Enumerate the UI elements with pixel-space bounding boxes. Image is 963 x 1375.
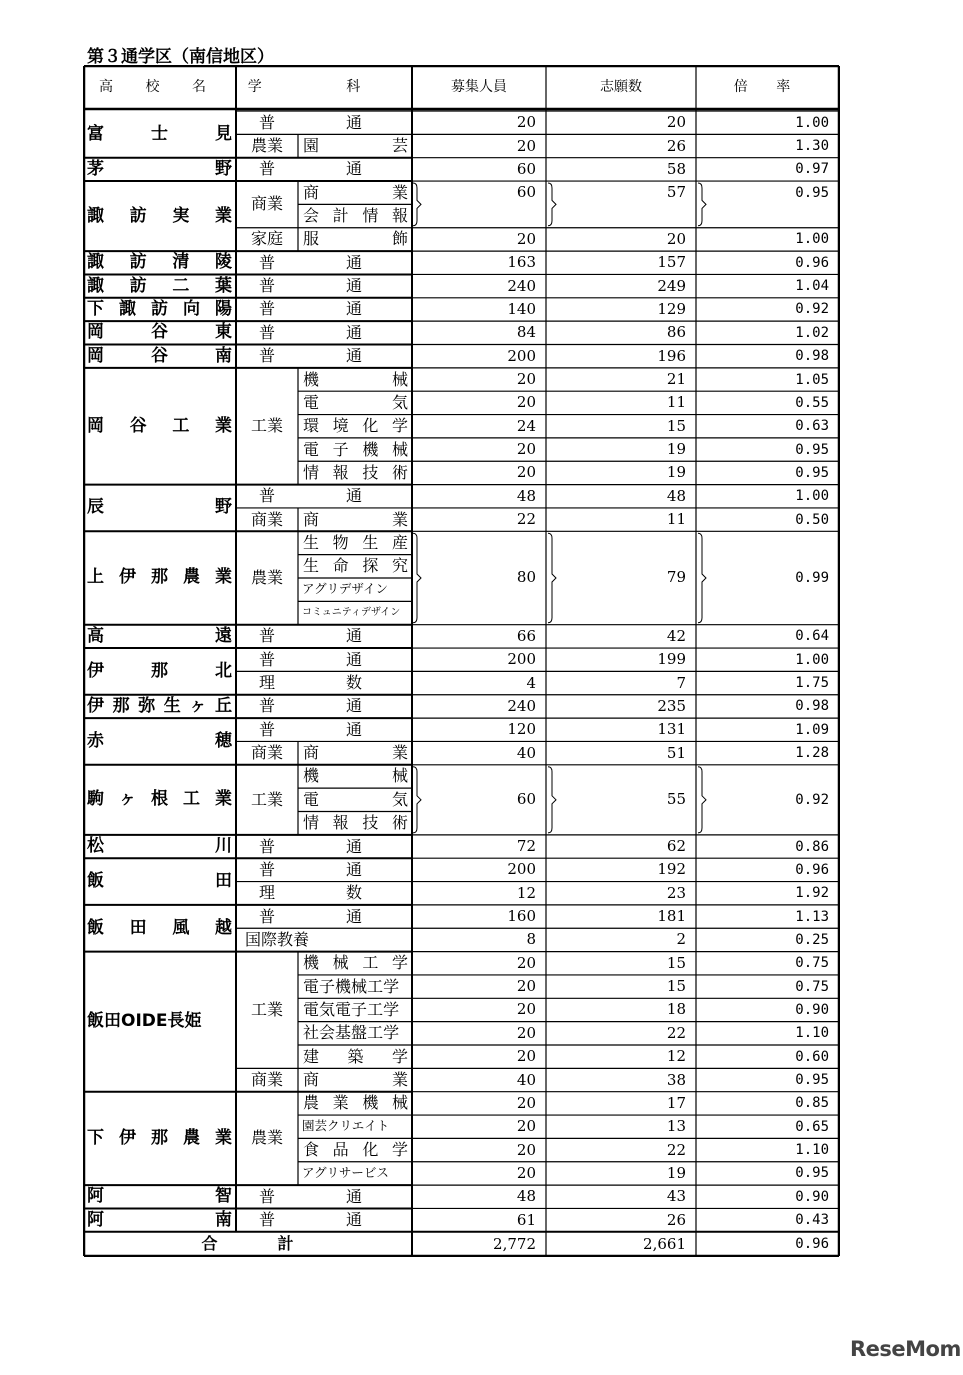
ratio-value: 0.65: [795, 1118, 829, 1135]
capacity-value: 240: [507, 696, 536, 715]
department-name: 社 会 基 盤 工 学: [303, 1023, 400, 1043]
department-name: 普 通: [259, 112, 362, 132]
school-name: 下 伊 那 農 業: [87, 1127, 232, 1148]
ratio-value: 0.98: [795, 348, 829, 365]
department-name: アグリデザイン: [302, 581, 389, 597]
department-name: 普 通: [259, 836, 362, 856]
ratio-value: 1.92: [795, 885, 829, 902]
applicants-value: 23: [666, 883, 686, 902]
school-name: 富 士 見: [87, 123, 232, 144]
applicants-value: 129: [657, 299, 686, 318]
category-name: 商業: [250, 743, 283, 763]
applicants-value: 7: [676, 673, 686, 692]
applicants-value: 43: [666, 1187, 686, 1206]
capacity-value: 163: [507, 253, 536, 272]
applicants-value: 20: [666, 229, 686, 248]
capacity-value: 20: [516, 463, 536, 482]
applicants-value: 131: [657, 720, 686, 739]
ratio-value: 0.95: [795, 441, 829, 458]
applicants-value: 181: [657, 907, 686, 926]
capacity-value: 20: [516, 136, 536, 155]
department-name: 園 芸: [303, 136, 408, 156]
ratio-value: 0.60: [795, 1048, 829, 1065]
ratio-value: 0.64: [795, 628, 829, 645]
total-label: 合 計: [201, 1234, 354, 1254]
department-name: 電 子 機 械: [303, 439, 408, 459]
applicants-value: 192: [657, 860, 686, 879]
capacity-value: 60: [516, 159, 536, 178]
department-name: 理 数: [259, 673, 362, 693]
ratio-value: 0.75: [795, 978, 829, 995]
department-name: 服 飾: [303, 229, 408, 249]
capacity-value: 20: [516, 1117, 536, 1136]
department-name: 農 業 機 械: [303, 1093, 408, 1113]
header-applicants: 志願数: [600, 79, 642, 95]
ratio-value: 1.30: [795, 138, 829, 155]
total-applicants: 2,661: [643, 1234, 686, 1253]
applicants-value: 157: [657, 253, 686, 272]
ratio-value: 1.75: [795, 675, 829, 692]
school-name: 阿 智: [87, 1186, 232, 1207]
capacity-value: 84: [516, 323, 536, 342]
department-name: 建 築 学: [303, 1046, 408, 1066]
applicants-value: 249: [657, 276, 686, 295]
applicants-value: 38: [666, 1070, 686, 1089]
capacity-value: 20: [516, 977, 536, 996]
department-name: 商 業: [303, 1070, 408, 1090]
department-name: 情 報 技 術: [303, 462, 408, 482]
department-name: 普 通: [259, 649, 362, 669]
ratio-value: 0.96: [795, 254, 829, 271]
applicants-value: 2: [676, 930, 686, 949]
school-name: 諏 訪 二 葉: [87, 275, 232, 296]
capacity-value: 160: [507, 907, 536, 926]
applicants-value: 12: [666, 1047, 686, 1066]
school-name: 岡 谷 南: [87, 345, 232, 366]
capacity-value: 200: [507, 650, 536, 669]
capacity-value: 72: [516, 837, 536, 856]
ratio-value: 1.09: [795, 721, 829, 738]
ratio-value: 0.95: [795, 464, 829, 481]
category-name: 商業: [250, 194, 283, 214]
ratio-value: 0.99: [795, 569, 829, 586]
applicants-value: 21: [666, 370, 686, 389]
capacity-value: 20: [516, 229, 536, 248]
ratio-value: 1.04: [795, 278, 829, 295]
capacity-value: 48: [516, 1187, 536, 1206]
applicants-value: 18: [666, 1000, 686, 1019]
capacity-value: 8: [526, 930, 536, 949]
applicants-value: 79: [666, 568, 686, 587]
applicants-value: 57: [666, 183, 686, 202]
capacity-value: 20: [516, 953, 536, 972]
department-name: コミュニティデザイン: [302, 607, 401, 619]
ratio-value: 0.90: [795, 1001, 829, 1018]
department-name: 普 通: [259, 696, 362, 716]
capacity-value: 140: [507, 299, 536, 318]
ratio-value: 0.63: [795, 418, 829, 435]
capacity-value: 20: [516, 1000, 536, 1019]
category-name: 工業: [250, 416, 283, 436]
applicants-value: 19: [666, 463, 686, 482]
department-name: 普 通: [259, 322, 362, 342]
applicants-value: 62: [666, 837, 686, 856]
school-name: 辰 野: [87, 497, 232, 518]
department-name: 生 命 探 究: [303, 556, 408, 576]
school-name: 赤 穂: [87, 730, 232, 751]
ratio-value: 0.85: [795, 1095, 829, 1112]
category-name: 家庭: [250, 229, 283, 249]
category-name: 農業: [250, 1128, 283, 1148]
applicants-value: 55: [666, 790, 686, 809]
school-name: 岡 谷 東: [87, 322, 232, 343]
department-name: 普 通: [259, 719, 362, 739]
department-name: 電 気: [303, 392, 408, 412]
department-name: 生 物 生 産: [303, 532, 408, 552]
ratio-value: 0.96: [795, 861, 829, 878]
capacity-value: 20: [516, 440, 536, 459]
category-name: 農業: [250, 567, 283, 587]
total-ratio: 0.96: [795, 1236, 829, 1253]
school-name: 岡 谷 工 業: [87, 415, 232, 436]
capacity-value: 60: [516, 790, 536, 809]
capacity-value: 4: [526, 673, 536, 692]
page-title: 第３通学区（南信地区）: [87, 47, 274, 67]
school-name: 諏 訪 実 業: [87, 205, 232, 226]
department-name: 電 気 電 子 工 学: [303, 999, 400, 1019]
header-school-name: 高 校 名: [99, 79, 220, 95]
school-name: 下 諏 訪 向 陽: [87, 298, 232, 319]
applicants-value: 86: [666, 323, 686, 342]
capacity-value: 61: [516, 1210, 536, 1229]
department-name: 普 通: [259, 276, 362, 296]
ratio-value: 0.98: [795, 698, 829, 715]
ratio-value: 0.95: [795, 1165, 829, 1182]
department-name: 普 通: [259, 159, 362, 179]
capacity-value: 40: [516, 1070, 536, 1089]
ratio-value: 0.55: [795, 394, 829, 411]
department-name: 機 械: [303, 766, 408, 786]
ratio-value: 1.00: [795, 114, 829, 131]
department-name: 商 業: [303, 509, 408, 529]
department-name: 普 通: [259, 346, 362, 366]
applicants-value: 17: [666, 1093, 686, 1112]
capacity-value: 20: [516, 113, 536, 132]
school-name: 伊 那 北: [87, 660, 232, 681]
department-name: 電 気: [303, 789, 408, 809]
capacity-value: 20: [516, 370, 536, 389]
header-ratio: 倍 率: [733, 79, 803, 95]
applicants-value: 11: [666, 510, 686, 529]
capacity-value: 20: [516, 1163, 536, 1182]
applicants-value: 196: [657, 346, 686, 365]
applicants-value: 48: [666, 486, 686, 505]
school-name: 飯田OIDE長姫: [87, 1011, 202, 1032]
ratio-value: 1.13: [795, 908, 829, 925]
department-name: アグリサービス: [302, 1165, 389, 1181]
applicants-value: 15: [666, 953, 686, 972]
ratio-value: 1.02: [795, 324, 829, 341]
applicants-value: 15: [666, 416, 686, 435]
ratio-value: 0.97: [795, 161, 829, 178]
capacity-value: 40: [516, 743, 536, 762]
applicants-value: 13: [666, 1117, 686, 1136]
department-name: 商 業: [303, 743, 408, 763]
category-name: 商業: [250, 1070, 283, 1090]
department-name: 商 業: [303, 182, 408, 202]
ratio-value: 0.86: [795, 838, 829, 855]
capacity-value: 22: [516, 510, 536, 529]
ratio-value: 0.92: [795, 301, 829, 318]
school-name: 諏 訪 清 陵: [87, 252, 232, 273]
school-name: 上 伊 那 農 業: [87, 567, 232, 588]
category-name: 農業: [250, 136, 283, 156]
department-name: 環 境 化 学: [303, 416, 408, 436]
applicants-value: 26: [666, 136, 686, 155]
department-name: 普 通: [259, 1186, 362, 1206]
department-name: 情 報 技 術: [303, 813, 408, 833]
total-capacity: 2,772: [493, 1234, 536, 1253]
department-name: 普 通: [259, 252, 362, 272]
ratio-value: 1.28: [795, 745, 829, 762]
department-name: 理 数: [259, 883, 362, 903]
ratio-value: 0.75: [795, 955, 829, 972]
capacity-value: 240: [507, 276, 536, 295]
applicants-value: 20: [666, 113, 686, 132]
category-name: 商業: [250, 509, 283, 529]
ratio-value: 1.10: [795, 1142, 829, 1159]
ratio-value: 0.95: [795, 184, 829, 201]
department-name: 国 際 教 養: [245, 929, 310, 949]
header-capacity: 募集人員: [451, 79, 507, 95]
department-name: 園芸クリエイト: [302, 1118, 390, 1134]
ratio-value: 0.25: [795, 931, 829, 948]
applicants-value: 26: [666, 1210, 686, 1229]
ratio-value: 1.00: [795, 231, 829, 248]
school-name: 駒 ヶ 根 工 業: [87, 789, 232, 810]
applicants-value: 235: [657, 696, 686, 715]
department-name: 普 通: [259, 906, 362, 926]
capacity-value: 200: [507, 346, 536, 365]
department-name: 食 品 化 学: [303, 1140, 408, 1160]
department-name: 電 子 機 械 工 学: [303, 976, 400, 996]
applicants-value: 19: [666, 440, 686, 459]
ratio-value: 1.00: [795, 651, 829, 668]
ratio-value: 1.10: [795, 1025, 829, 1042]
school-name: 飯 田: [87, 871, 232, 892]
capacity-value: 120: [507, 720, 536, 739]
school-name: 高 遠: [87, 625, 232, 646]
department-name: 機 械 工 学: [303, 953, 408, 973]
department-name: 普 通: [259, 859, 362, 879]
ratio-value: 1.00: [795, 488, 829, 505]
applicants-value: 15: [666, 977, 686, 996]
header-department: 学 科: [247, 79, 401, 95]
applicants-value: 19: [666, 1163, 686, 1182]
ratio-value: 1.05: [795, 371, 829, 388]
capacity-value: 20: [516, 393, 536, 412]
applicants-value: 58: [666, 159, 686, 178]
department-name: 普 通: [259, 486, 362, 506]
school-name: 阿 南: [87, 1209, 232, 1230]
department-name: 機 械: [303, 369, 408, 389]
capacity-value: 66: [516, 626, 536, 645]
category-name: 工業: [250, 789, 283, 809]
ratio-value: 0.92: [795, 791, 829, 808]
ratio-value: 0.50: [795, 511, 829, 528]
capacity-value: 12: [516, 883, 536, 902]
capacity-value: 24: [516, 416, 536, 435]
capacity-value: 48: [516, 486, 536, 505]
capacity-value: 20: [516, 1023, 536, 1042]
capacity-value: 20: [516, 1047, 536, 1066]
department-name: 会 計 情 報: [303, 206, 408, 226]
school-name: 伊 那 弥 生 ヶ 丘: [87, 695, 232, 716]
applicants-value: 22: [666, 1140, 686, 1159]
department-name: 普 通: [259, 1210, 362, 1230]
capacity-value: 20: [516, 1093, 536, 1112]
ratio-value: 0.90: [795, 1188, 829, 1205]
applicants-value: 22: [666, 1023, 686, 1042]
category-name: 工業: [250, 999, 283, 1019]
applicants-value: 42: [666, 626, 686, 645]
capacity-value: 200: [507, 860, 536, 879]
school-name: 飯 田 風 越: [87, 917, 232, 938]
resemom-watermark: ReseMom: [850, 1337, 961, 1361]
applicants-value: 199: [657, 650, 686, 669]
department-name: 普 通: [259, 626, 362, 646]
ratio-value: 0.43: [795, 1212, 829, 1229]
admissions-table: [83, 65, 840, 1257]
applicants-value: 11: [666, 393, 686, 412]
ratio-value: 0.95: [795, 1072, 829, 1089]
department-name: 普 通: [259, 299, 362, 319]
school-name: 松 川: [87, 836, 232, 857]
capacity-value: 20: [516, 1140, 536, 1159]
school-name: 茅 野: [87, 158, 232, 179]
capacity-value: 80: [516, 568, 536, 587]
capacity-value: 60: [516, 183, 536, 202]
applicants-value: 51: [666, 743, 686, 762]
